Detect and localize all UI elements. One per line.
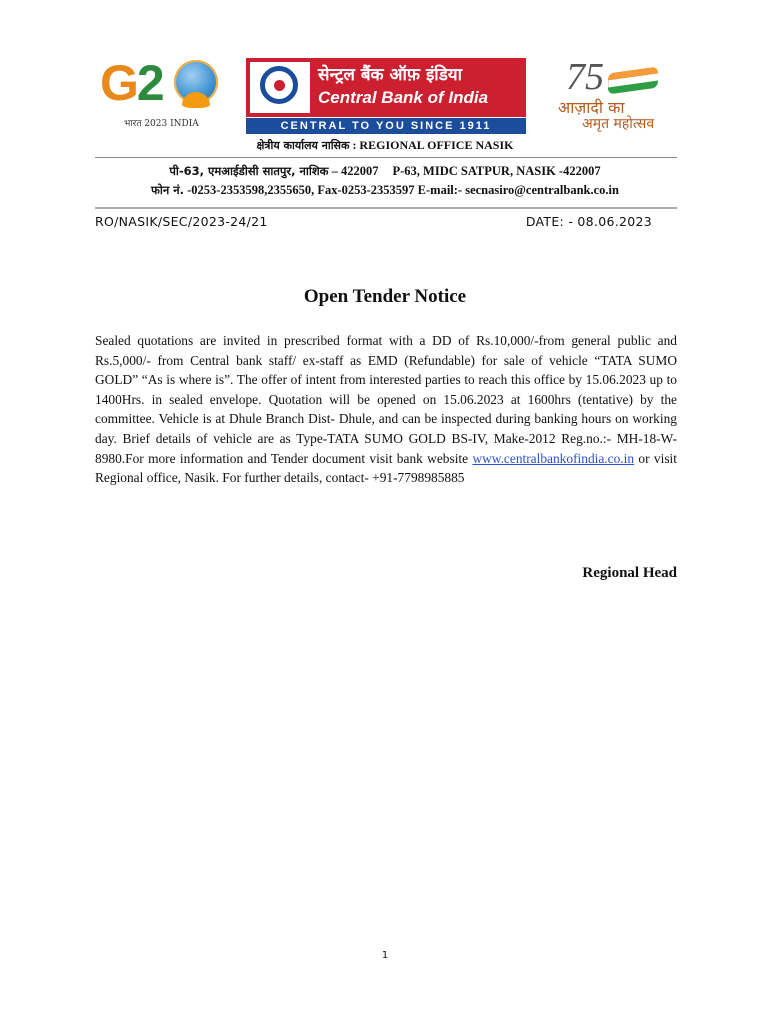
g20-letters: G2 xyxy=(100,55,163,111)
azadi-line1: आज़ादी का xyxy=(558,98,625,117)
bank-name-hindi: सेन्ट्रल बैंक ऑफ़ इंडिया xyxy=(318,65,463,85)
divider xyxy=(95,157,677,158)
contact-line xyxy=(0,183,770,198)
office-title-hindi: क्षेत्रीय कार्यालय नासिक xyxy=(256,139,350,152)
bank-name-english: Central Bank of India xyxy=(318,88,489,107)
phone-label-hindi: फोन नं. xyxy=(151,183,184,197)
page-number: 1 xyxy=(381,950,389,961)
azadi-number: 75 xyxy=(566,56,604,98)
bank-logo-banner xyxy=(246,58,526,117)
notice-date: DATE: - 08.06.2023 xyxy=(525,214,652,229)
bank-logo xyxy=(246,58,526,134)
bank-tagline: CENTRAL TO YOU SINCE 1911 xyxy=(246,118,526,134)
contact-details: -0253-2353598,2355650, Fax-0253-2353597 E-mail:- secnasiro@centralbank.co.in xyxy=(187,183,619,197)
office-title xyxy=(0,138,770,153)
notice-title: Open Tender Notice xyxy=(303,286,467,307)
signature: Regional Head xyxy=(582,565,677,581)
notice-body xyxy=(95,331,677,488)
g20-caption: भारत 2023 INDIA xyxy=(124,119,199,129)
tricolour-flag-icon xyxy=(608,66,658,95)
bank-website-link[interactable]: www.centralbankofindia.co.in xyxy=(472,450,635,466)
address-hindi: पी-63, एमआईडीसी सातपुर, नाशिक xyxy=(169,164,329,178)
azadi-logo xyxy=(558,58,668,134)
g20-logo xyxy=(100,55,224,134)
bank-emblem-icon xyxy=(250,62,310,113)
divider xyxy=(95,207,677,209)
notice-body-text-end: or visit Regional office, Nasik. For further details, contact- +91-7798985885 xyxy=(95,450,677,486)
address-hindi-pin: – 422007 xyxy=(331,164,379,178)
address-english: P-63, MIDC SATPUR, NASIK -422007 xyxy=(392,164,601,178)
reference-number: RO/NASIK/SEC/2023-24/21 xyxy=(95,214,268,229)
notice-body-text: Sealed quotations are invited in prescribed format with a DD of Rs.10,000/-from general public and Rs.5,000/- from Central bank staff/ ex-staff as EMD (Refundable) for sale of vehicle “TATA SUMO GOLD” “As is where is”. The offer of intent from interested parties to reach this office by 15.06.2023 up to 1400Hrs. in sealed envelope. Quotation will be opened on 15.06.2023 at 1600hrs (tentative) by the committee. Vehicle is at Dhule Branch Dist- Dhule, and can be inspected during banking hours on working day. Brief details of vehicle are as Type-TATA SUMO GOLD BS-IV, Make-2012 Reg.no.:- MH-18-W-8980.For more information and Tender document visit bank website xyxy=(95,333,677,466)
office-title-english: : REGIONAL OFFICE NASIK xyxy=(352,138,514,152)
address-line xyxy=(0,164,770,179)
azadi-line2: अमृत महोत्सव xyxy=(582,116,655,132)
